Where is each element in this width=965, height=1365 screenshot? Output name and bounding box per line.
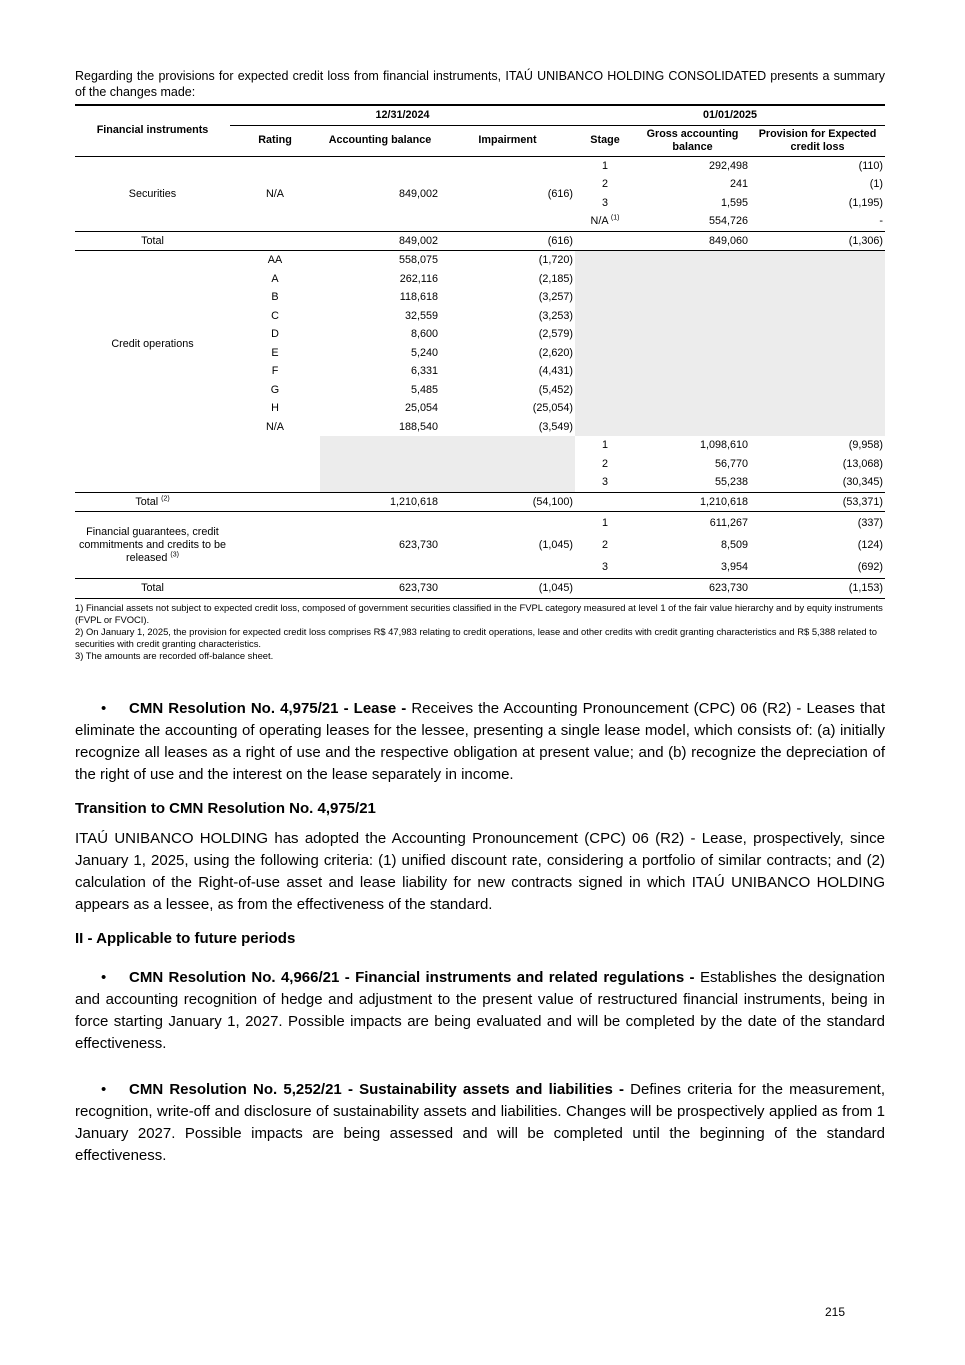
gross-cell: 1,098,610 [699, 439, 748, 452]
stage-cell: 2 [601, 539, 608, 551]
impairment-cell: (3,253) [538, 309, 573, 322]
impairment-cell: (5,452) [538, 383, 573, 396]
guarantees-balance: 623,730 [320, 512, 440, 579]
empty-cell [575, 492, 635, 512]
securities-balance: 849,002 [320, 156, 440, 231]
guarantees-impairment: (1,045) [440, 512, 575, 579]
total-balance: 849,002 [320, 231, 440, 251]
bullet-sust-title: CMN Resolution No. 5,252/21 - Sustainability assets and liabilities - [129, 1080, 624, 1098]
bullet-icon: • [101, 968, 107, 986]
table-footnotes [75, 602, 885, 662]
empty-cell [575, 231, 635, 251]
impairment-cell: (4,431) [538, 365, 573, 378]
col-header-provision: Provision for Expected credit loss [750, 125, 885, 156]
balance-cell: 188,540 [398, 420, 438, 433]
empty-cell [75, 455, 320, 474]
gross-cell: 8,509 [720, 539, 748, 551]
col-header-accounting-balance: Accounting balance [320, 125, 440, 156]
col-header-stage: Stage [575, 125, 635, 156]
balance-cell: 25,054 [404, 402, 438, 415]
shaded-block [320, 436, 575, 455]
page-number: 215 [825, 1305, 846, 1319]
empty-cell [575, 579, 635, 599]
bullet-fi-title: CMN Resolution No. 4,966/21 - Financial instruments and related regulations - [129, 968, 695, 986]
stage-cell: 3 [601, 196, 608, 209]
row-label-credit-operations: Credit operations [111, 337, 194, 350]
provision-cell: (124) [857, 539, 883, 551]
bullet-lease [75, 698, 885, 786]
total-impairment: (1,045) [440, 579, 575, 599]
table-row [75, 436, 885, 455]
rating-cell: F [271, 365, 279, 378]
impairment-cell: (3,549) [538, 420, 573, 433]
balance-cell: 118,618 [399, 291, 438, 304]
stage-cell: 3 [575, 473, 635, 492]
bullet-sust-text: Defines criteria for the measurement, recognition, write-off and disclosure of sustainability assets and liabilities. Changes will be prospectively applied as from 1 January 2027. Possible impacts are being assessed and will be completed until the beginning of the standard effectiveness. [75, 1080, 885, 1164]
total-gross: 1,210,618 [635, 492, 750, 512]
total-row [75, 579, 885, 599]
gross-cell: 55,238 [635, 473, 750, 492]
balance-cell: 6,331 [410, 365, 438, 378]
table-row [75, 473, 885, 492]
footnote-1: 1) Financial assets not subject to expected credit loss, composed of government securities classified in the FVPL category measured at level 1 of the fair value hierarchy and by equity instruments (FVPL or FVOCI). [75, 601, 883, 625]
total-impairment: (54,100) [440, 492, 575, 512]
provision-cell: (1) [869, 178, 883, 191]
bullet-icon: • [101, 1080, 107, 1098]
provision-cell: (110) [858, 159, 883, 172]
row-label-securities: Securities [75, 156, 230, 231]
provision-cell: (30,345) [750, 473, 885, 492]
page-content [75, 68, 885, 1167]
gross-cell: 241 [729, 178, 748, 191]
impairment-cell: (3,257) [538, 291, 573, 304]
empty-cell [230, 579, 320, 599]
rating-cell: A [271, 272, 279, 285]
shaded-block [575, 251, 885, 437]
stage-cell: 2 [601, 457, 608, 470]
footnote-2: 2) On January 1, 2025, the provision for expected credit loss comprises R$ 47,983 relating to credit operations, lease and other credits with credit granting characteristics and R$ 5,388 related to securities with credit granting characteristics. [75, 625, 877, 649]
footnote-ref: (1) [610, 214, 620, 222]
empty-cell [230, 492, 320, 512]
total-row [75, 492, 885, 512]
impairment-cell: (25,054) [532, 402, 573, 415]
balance-cell: 5,240 [410, 346, 438, 359]
table-row [75, 156, 885, 175]
empty-cell [75, 473, 320, 492]
balance-cell: 5,485 [410, 383, 438, 396]
stage-cell: 2 [601, 178, 608, 191]
rating-cell: E [271, 346, 279, 359]
rating-cell: H [271, 402, 279, 415]
stage-cell: 1 [601, 159, 608, 172]
bullet-sustainability [75, 1079, 885, 1167]
total-balance: 1,210,618 [320, 492, 440, 512]
gross-cell: 554,726 [635, 212, 750, 231]
rating-cell: AA [267, 254, 283, 267]
rating-cell: D [271, 328, 279, 341]
impairment-cell: (2,579) [538, 328, 573, 341]
gross-cell: 1,595 [720, 196, 748, 209]
stage-label: N/A [590, 215, 608, 228]
impairment-cell: (1,720) [538, 254, 573, 267]
total-balance: 623,730 [320, 579, 440, 599]
footnote-ref: (3) [170, 550, 179, 558]
bullet-lease-title: CMN Resolution No. 4,975/21 - Lease - [129, 699, 407, 717]
securities-impairment: (616) [440, 156, 575, 231]
impairment-cell: (2,620) [538, 346, 573, 359]
col-header-rating: Rating [230, 125, 320, 156]
total-provision: (53,371) [750, 492, 885, 512]
intro-text: Regarding the provisions for expected credit loss from financial instruments, ITAÚ UNIBANCO HOLDING CONSOLIDATED presents a summary of the changes made: [75, 69, 885, 99]
stage-cell: 1 [601, 517, 608, 529]
shaded-block [320, 473, 575, 492]
gross-cell: 292,498 [708, 159, 748, 172]
row-label-guarantees [75, 512, 230, 579]
total-row [75, 231, 885, 251]
rating-cell: C [271, 309, 279, 322]
balance-cell: 262,116 [399, 272, 438, 285]
impairment-cell: (2,185) [538, 272, 573, 285]
gross-cell: 611,267 [709, 517, 748, 529]
rating-cell: N/A [266, 420, 284, 433]
total-gross: 849,060 [635, 231, 750, 251]
bullet-lease-text: Receives the Accounting Pronouncement (CPC) 06 (R2) - Leases that eliminate the accounting of operating leases for the lessee, presenting a single lease model, which consists of: (a) initially recognize all leases as a right of use and the respective obligation at present value; and (b) recognize the depreciation of the right of use and the interest on the lease separately in income. [75, 699, 885, 783]
total-provision: (1,153) [750, 579, 885, 599]
total-label: Total [75, 231, 230, 251]
balance-cell: 558,075 [398, 254, 438, 267]
provision-table [75, 104, 885, 599]
rating-cell: G [270, 383, 280, 396]
col-header-impairment: Impairment [440, 125, 575, 156]
provision-cell: (9,958) [848, 439, 883, 452]
stage-cell: 1 [601, 439, 608, 452]
provision-cell: (13,068) [842, 457, 883, 470]
provision-cell: (1,195) [848, 196, 883, 209]
guarantees-label-text: Financial guarantees, credit commitments and credits to be released [78, 525, 227, 564]
rating-cell: B [271, 291, 279, 304]
heading-transition: Transition to CMN Resolution No. 4,975/21 [75, 799, 376, 817]
bullet-fi-text: Establishes the designation and accounting recognition of hedge and adjustment to the present value of restructured financial instruments, being in force starting January 1, 2027. Possible impacts are being evaluated and will be completed by the date of the standard effectiveness. [75, 968, 885, 1052]
empty-cell [230, 231, 320, 251]
bullet-financial-instruments [75, 967, 885, 1055]
provision-cell: - [750, 212, 885, 231]
total-label: Total [75, 579, 230, 599]
empty-cell [75, 436, 320, 455]
bullet-icon: • [101, 699, 107, 717]
total-gross: 623,730 [635, 579, 750, 599]
table-row [75, 251, 885, 270]
table-row [75, 455, 885, 474]
total-impairment: (616) [440, 231, 575, 251]
balance-cell: 32,559 [404, 309, 438, 322]
total-provision: (1,306) [750, 231, 885, 251]
table-row [75, 512, 885, 535]
total-label-text: Total [135, 495, 159, 508]
col-header-period2: 01/01/2025 [575, 105, 885, 125]
stage-cell [575, 212, 635, 231]
shaded-block [320, 455, 575, 474]
provision-cell: (337) [857, 517, 883, 529]
transition-paragraph: ITAÚ UNIBANCO HOLDING has adopted the Accounting Pronouncement (CPC) 06 (R2) - Lease, prospectively, since January 1, 2025, using the following criteria: (1) unified discount rate, considering a portfolio of similar contracts; and (2) calculation of the Right-of-use asset and lease liability for new contracts signed in which ITAÚ UNIBANCO HOLDING appears as a lessee, as from the effectiveness of the standard. [75, 829, 885, 913]
col-header-gross: Gross accounting balance [635, 125, 750, 156]
provision-cell: (692) [750, 556, 885, 579]
col-header-instruments: Financial instruments [75, 105, 230, 156]
col-header-period1: 12/31/2024 [230, 105, 575, 125]
stage-cell: 3 [575, 556, 635, 579]
gross-cell: 56,770 [714, 457, 748, 470]
empty-cell [230, 512, 320, 579]
balance-cell: 8,600 [410, 328, 438, 341]
footnote-ref: (2) [161, 495, 170, 503]
footnote-3: 3) The amounts are recorded off-balance sheet. [75, 649, 274, 661]
gross-cell: 3,954 [635, 556, 750, 579]
securities-rating: N/A [230, 156, 320, 231]
heading-future-periods: II - Applicable to future periods [75, 929, 296, 947]
total-label [75, 492, 230, 512]
